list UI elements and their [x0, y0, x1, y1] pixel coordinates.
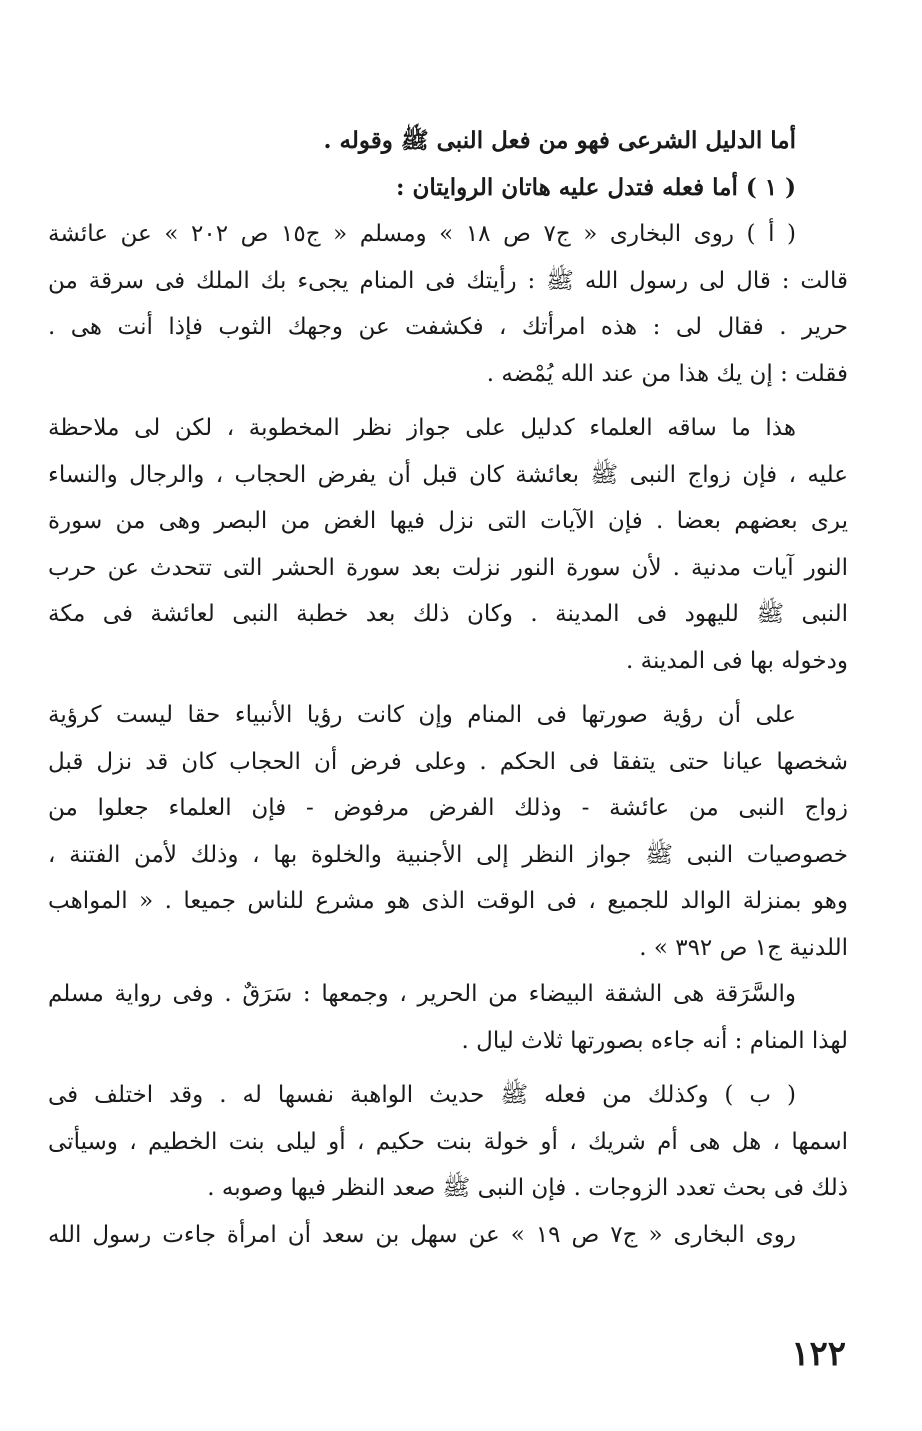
- paragraph: [48, 692, 848, 971]
- paragraph: [48, 971, 848, 1064]
- text-line: ودخوله بها فى المدينة .: [626, 647, 848, 674]
- paragraph-gap: [48, 397, 848, 405]
- text-line: وهو بمنزلة الوالد للجميع ، فى الوقت الذى هو مشرع للناس جميعا . « المواهب: [48, 888, 848, 914]
- paragraph: [48, 1072, 848, 1212]
- text-line: حرير . فقال لى : هذه امرأتك ، فكشفت عن وجهك الثوب فإذا أنت هى .: [48, 314, 848, 340]
- text-line: على أن رؤية صورتها فى المنام وإن كانت رؤيا الأنبياء حقا ليست كرؤية: [48, 702, 796, 728]
- text-line: فقلت : إن يك هذا من عند الله يُمْضه .: [486, 360, 848, 387]
- text-line: روى البخارى « ج٧ ص ١٩ » عن سهل بن سعد أن امرأة جاءت رسول الله: [48, 1221, 797, 1248]
- text-line: هذا ما ساقه العلماء كدليل على جواز نظر المخطوبة ، لكن لى ملاحظة: [48, 415, 796, 441]
- document-body: [48, 118, 848, 1258]
- text-line: أما الدليل الشرعى فهو من فعل النبى ﷺ وقوله .: [323, 127, 796, 154]
- paragraph: [48, 1212, 848, 1259]
- text-line: ذلك فى بحث تعدد الزوجات . فإن النبى ﷺ صعد النظر فيها وصوبه .: [207, 1175, 848, 1201]
- paragraph: [48, 165, 848, 212]
- text-line: اسمها ، هل هى أم شريك ، أو خولة بنت حكيم ، أو ليلى بنت الخطيم ، وسيأتى: [48, 1128, 848, 1155]
- text-line: ( أ ) روى البخارى « ج٧ ص ١٨ » ومسلم « ج١٥ ص ٢٠٢ » عن عائشة: [48, 221, 796, 247]
- text-line: ( ب ) وكذلك من فعله ﷺ حديث الواهبة نفسها له . وقد اختلف فى: [48, 1082, 796, 1108]
- page-number: ١٢٢: [791, 1334, 846, 1374]
- text-line: ( ١ ) أما فعله فتدل عليه هاتان الروايتان :: [395, 173, 796, 201]
- text-line: اللدنية ج١ ص ٣٩٢ » .: [639, 934, 848, 961]
- text-line: النور آيات مدنية . لأن سورة النور نزلت بعد سورة الحشر التى تتحدث عن حرب: [48, 554, 848, 581]
- text-line: والسَّرَقة هى الشقة البيضاء من الحرير ، وجمعها : سَرَقٌ . وفى رواية مسلم: [48, 981, 796, 1007]
- text-line: قالت : قال لى رسول الله ﷺ : رأيتك فى المنام يجىء بك الملك فى سرقة من: [48, 267, 848, 294]
- text-line: شخصها عيانا حتى يتفقا فى الحكم . وعلى فرض أن الحجاب كان قد نزل قبل: [48, 748, 848, 775]
- paragraph: [48, 405, 848, 684]
- paragraph: [48, 211, 848, 397]
- paragraph: [48, 118, 848, 165]
- paragraph-gap: [48, 1064, 848, 1072]
- text-line: عليه ، فإن زواج النبى ﷺ بعائشة كان قبل أن يفرض الحجاب ، والرجال والنساء: [48, 461, 848, 488]
- text-line: لهذا المنام : أنه جاءه بصورتها ثلاث ليال .: [461, 1027, 848, 1054]
- text-line: يرى بعضهم بعضا . فإن الآيات التى نزل فيها الغض من البصر وهى من سورة: [48, 508, 848, 534]
- paragraph-gap: [48, 684, 848, 692]
- text-line: زواج النبى من عائشة - وذلك الفرض مرفوض - فإن العلماء جعلوا من: [48, 795, 848, 821]
- text-line: النبى ﷺ لليهود فى المدينة . وكان ذلك بعد خطبة النبى لعائشة فى مكة: [48, 601, 848, 627]
- text-line: خصوصيات النبى ﷺ جواز النظر إلى الأجنبية والخلوة بها ، وذلك لأمن الفتنة ،: [48, 841, 848, 868]
